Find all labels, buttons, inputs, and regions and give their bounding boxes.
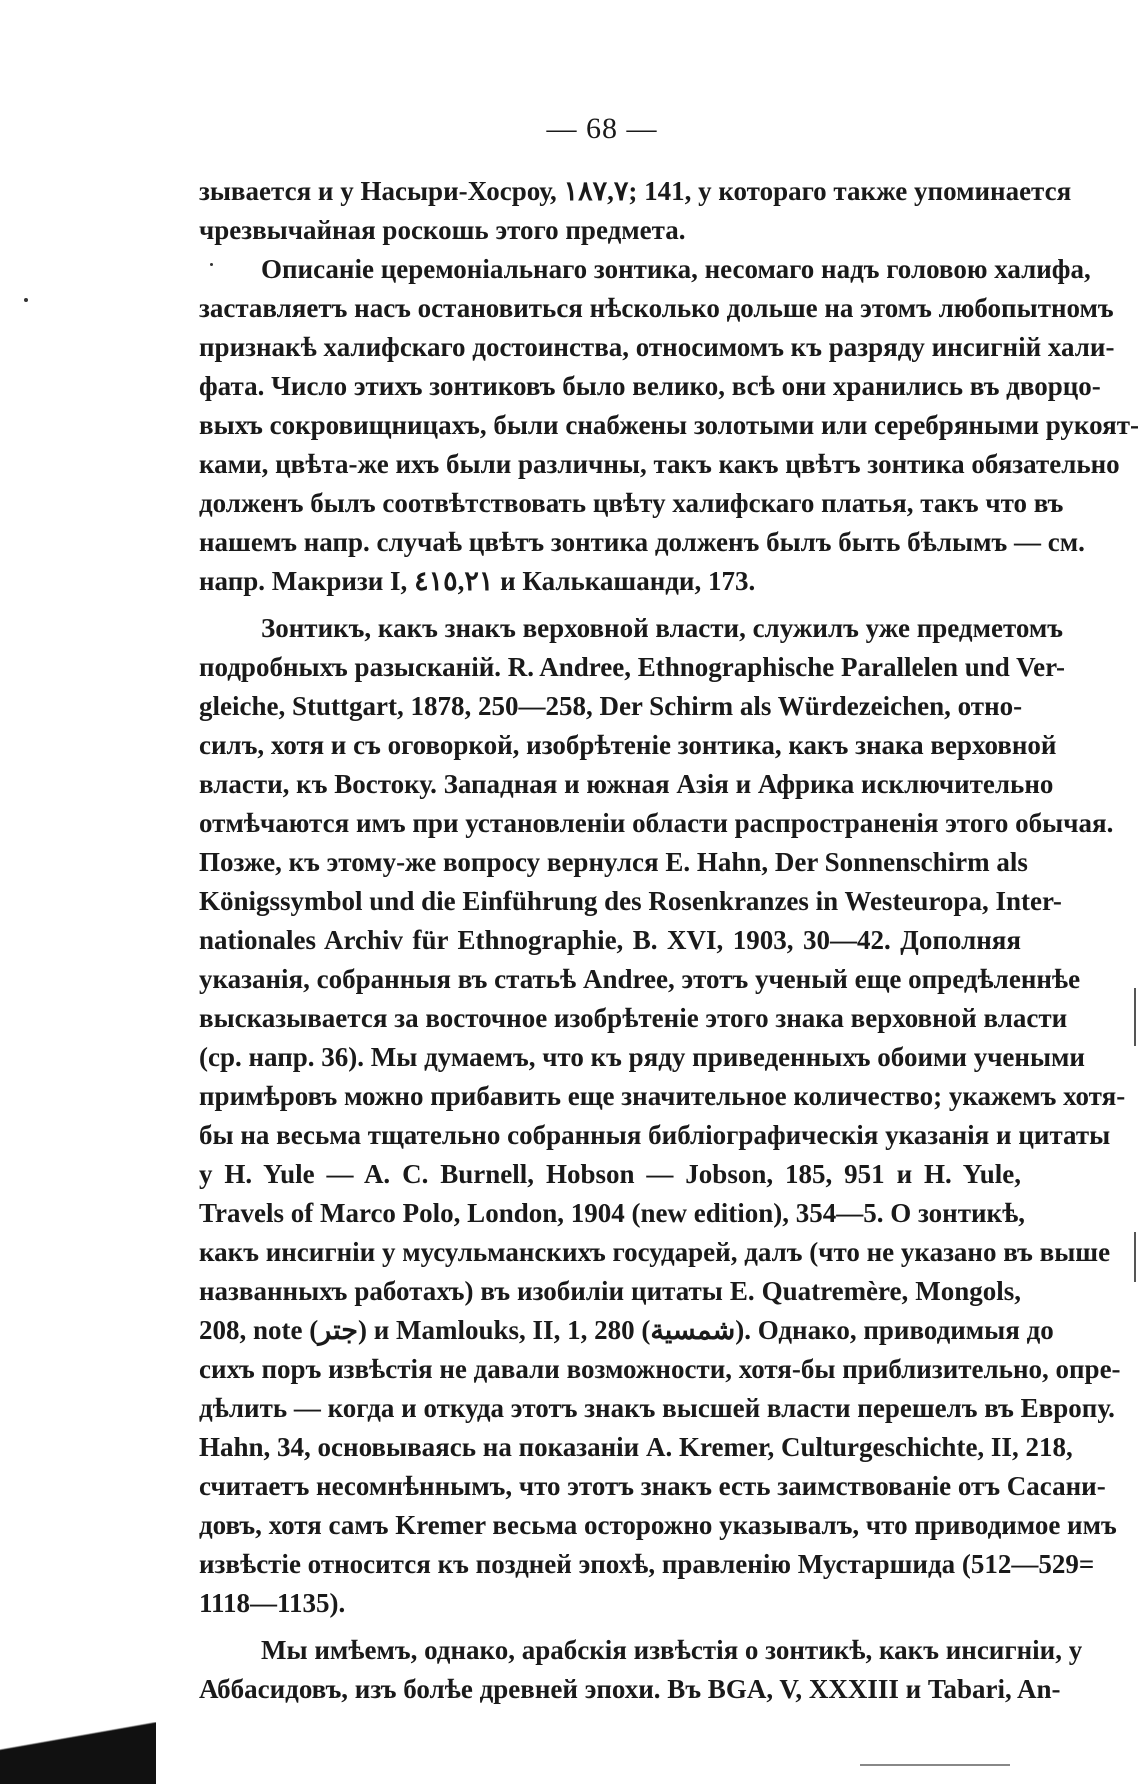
page-number: — 68 — — [546, 112, 658, 145]
text-line: Мы имѣемъ, однако, арабскія извѣстія о зонтикѣ, какъ инсигніи, у — [261, 1635, 1083, 1665]
body-text — [199, 172, 1139, 1709]
scan-edge-mark — [1134, 988, 1136, 1046]
scan-speck — [24, 298, 28, 302]
scan-edge-mark — [1134, 1232, 1136, 1282]
text-line: зывается и у Насыри-Хосроу, ١٨٧,٧; 141, у котораго также упоминается — [199, 176, 1072, 206]
text-line: 1118—1135). — [199, 1588, 346, 1618]
text-line: примѣровъ можно прибавить еще значительное количество; укажемъ хотя- — [199, 1081, 1126, 1111]
text-line: признакѣ халифскаго достоинства, относимомъ къ разряду инсигній хали- — [199, 332, 1115, 362]
text-line: выхъ сокровищницахъ, были снабжены золотыми или серебряными рукоят- — [199, 410, 1139, 440]
scan-speck — [210, 263, 213, 266]
text-line: 208, note (جتر) и Mamlouks, II, 1, 280 (شمسية). Однако, приводимыя до — [199, 1315, 1054, 1345]
text-line: Аббасидовъ, изъ болѣе древней эпохи. Въ BGA, V, XXXIII и Tabari, An- — [199, 1674, 1061, 1704]
text-line: дѣлить — когда и откуда этотъ знакъ высшей власти перешелъ въ Европу. — [199, 1393, 1115, 1423]
text-line: подробныхъ разысканій. R. Andree, Ethnographische Parallelen und Ver- — [199, 652, 1066, 682]
text-line: указанія, собранныя въ статьѣ Andree, этотъ ученый еще опредѣленнѣе — [199, 964, 1081, 994]
text-line: напр. Макризи I, ٤١٥,٢١ и Калькашанди, 173. — [199, 566, 756, 596]
text-line: ками, цвѣта-же ихъ были различны, такъ какъ цвѣтъ зонтика обязательно — [199, 449, 1120, 479]
text-line: (ср. напр. 36). Мы думаемъ, что къ ряду приведенныхъ обоими учеными — [199, 1042, 1085, 1072]
text-line: фата. Число этихъ зонтиковъ было велико, всѣ они хранились въ дворцо- — [199, 371, 1101, 401]
text-line: у H. Yule — A. C. Burnell, Hobson — Jobson, 185, 951 и H. Yule, — [199, 1159, 1021, 1189]
text-line: Travels of Marco Polo, London, 1904 (new edition), 354—5. О зонтикѣ, — [199, 1198, 1026, 1228]
text-line: чрезвычайная роскошь этого предмета. — [199, 215, 686, 245]
scan-corner-shadow — [0, 1722, 156, 1784]
text-line: отмѣчаются имъ при установленіи области распространенія этого обычая. — [199, 808, 1114, 838]
text-line: довъ, хотя самъ Kremer весьма осторожно указывалъ, что приводимое имъ — [199, 1510, 1117, 1540]
text-line: высказывается за восточное изобрѣтеніе этого знака верховной власти — [199, 1003, 1068, 1033]
text-line: названныхъ работахъ) въ изобиліи цитаты E. Quatremère, Mongols, — [199, 1276, 1021, 1306]
text-line: заставляетъ насъ остановиться нѣсколько дольше на этомъ любопытномъ — [199, 293, 1114, 323]
text-line: бы на весьма тщательно собранныя библіографическія указанія и цитаты — [199, 1120, 1111, 1150]
text-line: Описаніе церемоніальнаго зонтика, несомаго надъ головою халифа, — [261, 254, 1091, 284]
scan-bottom-line — [860, 1764, 1010, 1766]
text-line: gleiche, Stuttgart, 1878, 250—258, Der Schirm als Würdezeichen, отно- — [199, 691, 1023, 721]
text-line: какъ инсигніи у мусульманскихъ государей, далъ (что не указано въ выше — [199, 1237, 1111, 1267]
text-line: nationales Archiv für Ethnographie, B. XVI, 1903, 30—42. Дополняя — [199, 925, 1021, 955]
text-line: Позже, къ этому-же вопросу вернулся E. Hahn, Der Sonnenschirm als — [199, 847, 1028, 877]
text-line: силъ, хотя и съ оговоркой, изобрѣтеніе зонтика, какъ знака верховной — [199, 730, 1057, 760]
text-line: Зонтикъ, какъ знакъ верховной власти, служилъ уже предметомъ — [261, 613, 1063, 643]
text-line: Hahn, 34, основываясь на показаніи A. Kremer, Culturgeschichte, II, 218, — [199, 1432, 1073, 1462]
text-line: власти, къ Востоку. Западная и южная Азія и Африка исключительно — [199, 769, 1054, 799]
text-line: считаетъ несомнѣннымъ, что этотъ знакъ есть заимствованіе отъ Сасани- — [199, 1471, 1106, 1501]
text-line: долженъ былъ соотвѣтствовать цвѣту халифскаго платья, такъ что въ — [199, 488, 1064, 518]
text-line: извѣстіе относится къ поздней эпохѣ, правленію Мустаршида (512—529= — [199, 1549, 1095, 1579]
text-line: нашемъ напр. случаѣ цвѣтъ зонтика долженъ былъ быть бѣлымъ — см. — [199, 527, 1085, 557]
text-line: Königssymbol und die Einführung des Rosenkranzes in Westeuropa, Inter- — [199, 886, 1062, 916]
text-line: сихъ поръ извѣстія не давали возможности, хотя-бы приблизительно, опре- — [199, 1354, 1121, 1384]
